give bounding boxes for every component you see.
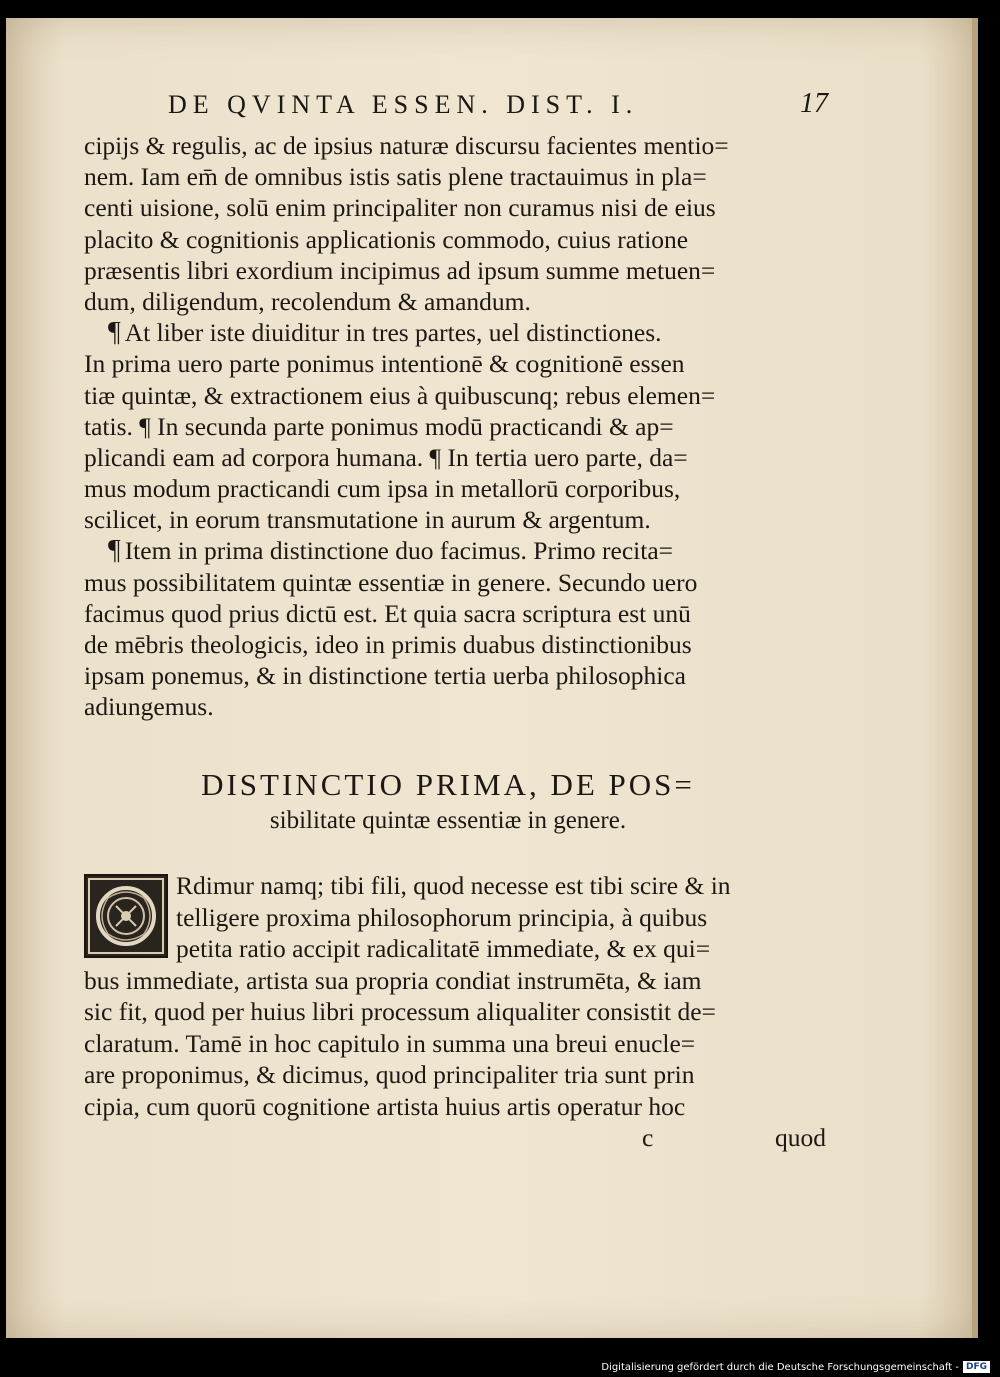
text-line: telligere proxima philosophorum principia, à quibus	[176, 902, 708, 932]
text-line: plicandi eam ad corpora humana. ¶ In tertia uero parte, da=	[84, 442, 688, 472]
text-line	[84, 317, 812, 348]
dfg-logo: DFG	[963, 1361, 990, 1373]
pilcrow-icon: ¶	[108, 535, 121, 567]
text-line: tatis. ¶ In secunda parte ponimus modū practicandi & ap=	[84, 411, 674, 441]
text-line: tiæ quintæ, & extractionem eius à quibuscunq; rebus elemen=	[84, 380, 716, 410]
text-line: mus modum practicandi cum ipsa in metallorū corporibus,	[84, 474, 681, 504]
signature-mark: c	[642, 1123, 654, 1152]
catchword: quod	[775, 1123, 826, 1152]
text-line: are proponimus, & dicimus, quod principaliter tria sunt prin	[84, 1060, 695, 1089]
text-line: facimus quod prius dictū est. Et quia sacra scriptura est unū	[84, 598, 691, 628]
text-line: adiungemus.	[84, 692, 214, 722]
text-line: ipsam ponemus, & in distinctione tertia uerba philosophica	[84, 661, 686, 691]
footer-text: Digitalisierung gefördert durch die Deutsche Forschungsgemeinschaft -	[601, 1361, 959, 1373]
text-line: centi uisione, solū enim principaliter non curamus nisi de eius	[84, 193, 716, 223]
text-line: In prima uero parte ponimus intentionē & cognitionē essen	[84, 349, 685, 379]
text-line: Rdimur namq; tibi fili, quod necesse est tibi scire & in	[176, 871, 731, 900]
text-line: claratum. Tamē in hoc capitulo in summa una breui enucle=	[84, 1028, 696, 1058]
heading-subtitle: sibilitate quintæ essentiæ in genere.	[269, 807, 627, 834]
page-header	[168, 90, 828, 130]
text-line: cipia, cum quorū cognitione artista huius artis operatur hoc	[84, 1091, 686, 1121]
page-number: 17	[800, 88, 828, 119]
page-edge	[972, 18, 978, 1338]
section-heading	[84, 766, 812, 838]
text-line	[84, 535, 812, 566]
digitization-footer	[601, 1359, 990, 1375]
text-line: petita ratio accipit radicalitatē immediate, & ex qui=	[176, 934, 711, 963]
text-line-content: Item in prima distinctione duo facimus. Primo recita=	[124, 536, 674, 566]
text-line: dum, diligendum, recolendum & amandum.	[84, 286, 531, 316]
decorated-initial-icon	[84, 874, 168, 958]
text-line: bus immediate, artista sua propria condiat instrumēta, & iam	[84, 965, 702, 995]
text-line: præsentis libri exordium incipimus ad ipsum summe metuen=	[84, 255, 716, 285]
main-text	[84, 130, 812, 723]
text-line: cipijs & regulis, ac de ipsius naturæ discursu facientes mentio=	[84, 131, 729, 160]
text-line: nem. Iam em̄ de omnibus istis satis plene tractauimus in pla=	[84, 162, 707, 192]
heading-title: DISTINCTIO PRIMA, DE POS=	[201, 767, 695, 802]
catchword-line	[606, 1123, 826, 1157]
text-line: scilicet, in eorum transmutatione in aurum & argentum.	[84, 505, 651, 535]
running-head: DE QVINTA ESSEN. DIST. I.	[168, 90, 639, 119]
chapter-text	[84, 870, 812, 1122]
text-line: placito & cognitionis applicationis commodo, cuius ratione	[84, 224, 689, 254]
pilcrow-icon: ¶	[108, 317, 121, 349]
text-line-content: At liber iste diuiditur in tres partes, uel distinctiones.	[124, 318, 662, 348]
text-line: de mēbris theologicis, ideo in primis duabus distinctionibus	[84, 630, 692, 659]
text-line: mus possibilitatem quintæ essentiæ in genere. Secundo uero	[84, 567, 698, 597]
book-page	[6, 18, 978, 1338]
text-line: sic fit, quod per huius libri processum aliqualiter consistit de=	[84, 997, 716, 1026]
